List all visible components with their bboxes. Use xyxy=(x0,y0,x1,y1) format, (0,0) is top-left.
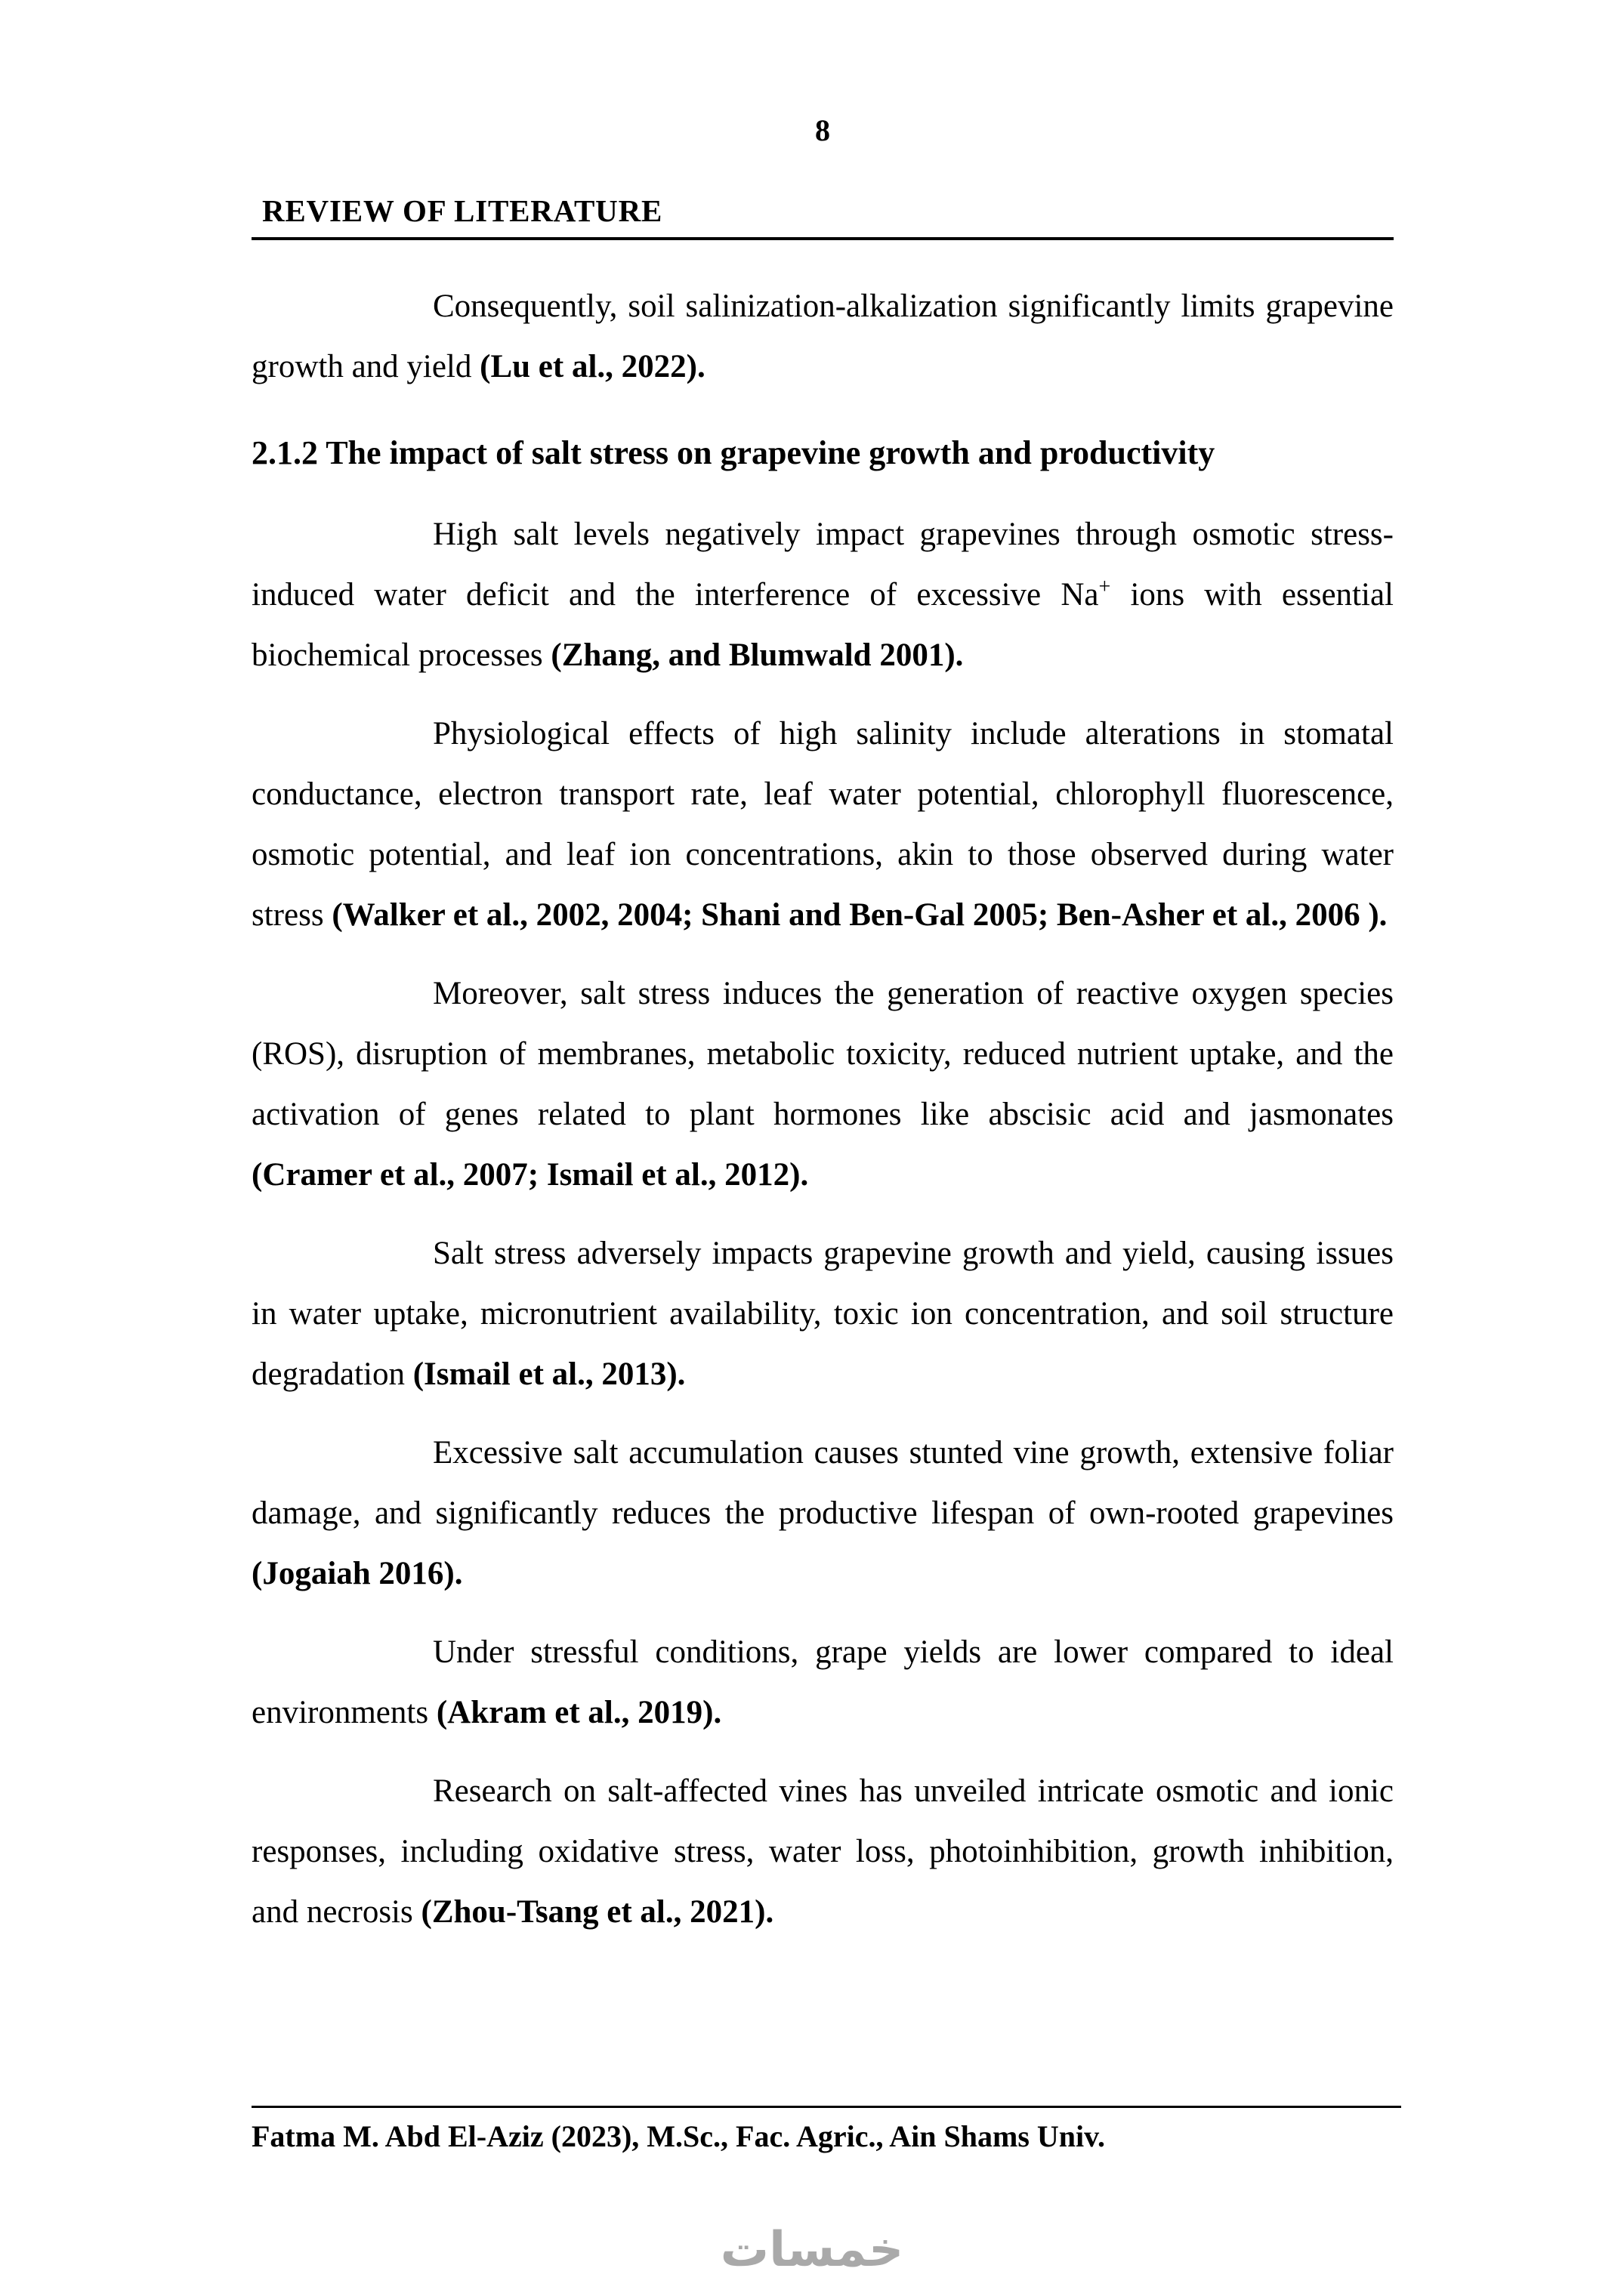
footer-author-line: Fatma M. Abd El-Aziz (2023), M.Sc., Fac. Agric., Ain Shams Univ. xyxy=(252,2119,1105,2153)
paragraph xyxy=(252,276,1394,397)
paragraph-text: High salt levels negatively impact grapevines through osmotic stress-induced water deficit and the interference of excessive Na xyxy=(252,517,1394,613)
citation: (Zhou-Tsang et al., 2021). xyxy=(421,1894,774,1930)
watermark-logo: خمسات xyxy=(720,2222,904,2278)
paragraph xyxy=(252,1423,1394,1604)
citation: (Jogaiah 2016). xyxy=(252,1556,463,1591)
citation: (Cramer et al., 2007; Ismail et al., 2012). xyxy=(252,1157,809,1193)
paragraph-text: Moreover, salt stress induces the generation of reactive oxygen species (ROS), disruption of membranes, metabolic toxicity, reduced nutrient uptake, and the activation of genes related to plant hormones like abscisic acid and jasmonates xyxy=(252,976,1394,1132)
paragraph-text: Consequently, soil salinization-alkalization significantly limits grapevine growth and yield xyxy=(252,289,1394,384)
paragraph-text: Research on salt-affected vines has unveiled intricate osmotic and ionic responses, including oxidative stress, water loss, photoinhibition, growth inhibition, and necrosis xyxy=(252,1773,1394,1930)
paragraph xyxy=(252,1622,1394,1743)
paragraph-text: Under stressful conditions, grape yields are lower compared to ideal environments xyxy=(252,1634,1394,1730)
paragraph xyxy=(252,1224,1394,1405)
page-number: 8 xyxy=(815,113,830,147)
footer xyxy=(252,2106,1401,2156)
paragraph xyxy=(252,964,1394,1205)
paragraph xyxy=(252,704,1394,946)
citation: (Walker et al., 2002, 2004; Shani and Ben-Gal 2005; Ben-Asher et al., 2006 ). xyxy=(332,897,1388,933)
section-header xyxy=(252,192,1394,240)
citation: (Lu et al., 2022). xyxy=(480,349,705,384)
paragraph-text: Physiological effects of high salinity include alterations in stomatal conductance, electron transport rate, leaf water potential, chlorophyll fluorescence, osmotic potential, and leaf ion concentrations, akin to those observed during water stress xyxy=(252,716,1394,933)
paragraph-text: Excessive salt accumulation causes stunted vine growth, extensive foliar damage, and significantly reduces the productive lifespan of own-rooted grapevines xyxy=(252,1435,1394,1531)
paragraph xyxy=(252,1761,1394,1943)
citation: (Akram et al., 2019). xyxy=(436,1695,722,1730)
paragraph-text: ions with essential biochemical processes xyxy=(252,577,1394,673)
paragraph-text: Salt stress adversely impacts grapevine growth and yield, causing issues in water uptake, micronutrient availability, toxic ion concentration, and soil structure degradation xyxy=(252,1236,1394,1392)
paragraph xyxy=(252,505,1394,686)
section-header-title: REVIEW OF LITERATURE xyxy=(262,193,663,228)
subsection-heading: 2.1.2 The impact of salt stress on grapevine growth and productivity xyxy=(252,434,1215,471)
superscript-plus: + xyxy=(1098,575,1111,599)
citation: (Zhang, and Blumwald 2001). xyxy=(551,637,964,673)
content xyxy=(252,276,1394,1943)
citation: (Ismail et al., 2013). xyxy=(412,1356,686,1392)
